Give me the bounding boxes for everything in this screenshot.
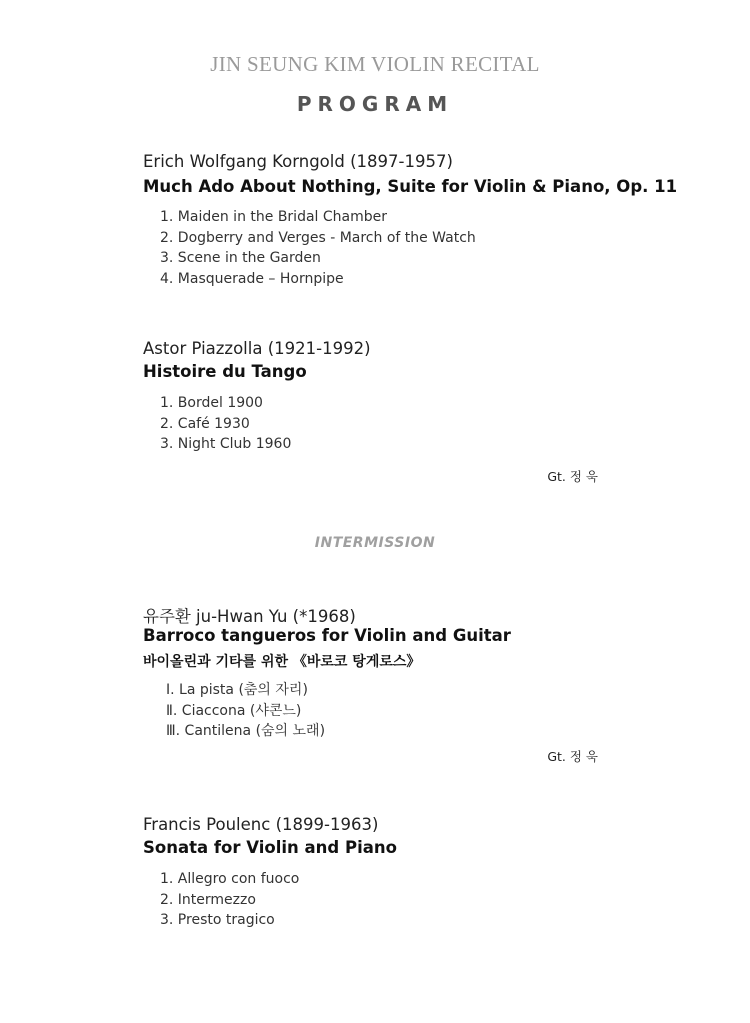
movement-item: Ⅲ. Cantilena (숨의 노래)	[166, 723, 326, 739]
work-title-korngold: Much Ado About Nothing, Suite for Violin & Piano, Op. 11	[143, 177, 678, 196]
movement-item: 2. Intermezzo	[160, 891, 256, 908]
work-title-korean-yu: 바이올린과 기타를 위한 《바로코 탕게로스》	[143, 654, 421, 670]
program-heading: PROGRAM	[296, 92, 454, 116]
composer-korngold: Erich Wolfgang Korngold (1897-1957)	[143, 152, 453, 171]
recital-title: JIN SEUNG KIM VIOLIN RECITAL	[210, 52, 540, 76]
movement-list-piazzolla	[160, 393, 291, 455]
movement-item: 3. Scene in the Garden	[160, 250, 321, 266]
movement-item: 3. Night Club 1960	[160, 436, 292, 452]
work-title-piazzolla: Histoire du Tango	[143, 362, 307, 381]
composer-poulenc: Francis Poulenc (1899-1963)	[143, 815, 379, 834]
movement-item: Ⅰ. La pista (춤의 자리)	[166, 682, 308, 698]
movement-item: 2. Dogberry and Verges - March of the Watch	[160, 229, 476, 246]
composer-piazzolla: Astor Piazzolla (1921-1992)	[143, 339, 371, 358]
movement-item: 2. Café 1930	[160, 415, 250, 432]
movement-list-poulenc	[160, 869, 299, 931]
movement-list-yu	[166, 680, 325, 742]
movement-item: 4. Masquerade – Hornpipe	[160, 270, 344, 287]
movement-item: 1. Bordel 1900	[160, 395, 263, 411]
work-title-poulenc: Sonata for Violin and Piano	[143, 838, 397, 857]
performer-credit-guitar: Gt. 정 욱	[547, 749, 598, 764]
performer-credit-guitar: Gt. 정 욱	[547, 469, 598, 484]
movement-item: Ⅱ. Ciaccona (샤콘느)	[166, 702, 302, 719]
work-title-yu: Barroco tangueros for Violin and Guitar	[143, 626, 511, 645]
movement-list-korngold	[160, 207, 476, 289]
movement-item: 3. Presto tragico	[160, 912, 275, 928]
movement-item: 1. Allegro con fuoco	[160, 871, 300, 887]
movement-item: 1. Maiden in the Bridal Chamber	[160, 209, 387, 225]
intermission-label: INTERMISSION	[314, 535, 436, 551]
composer-yu: 유주환 ju-Hwan Yu (*1968)	[143, 607, 356, 626]
